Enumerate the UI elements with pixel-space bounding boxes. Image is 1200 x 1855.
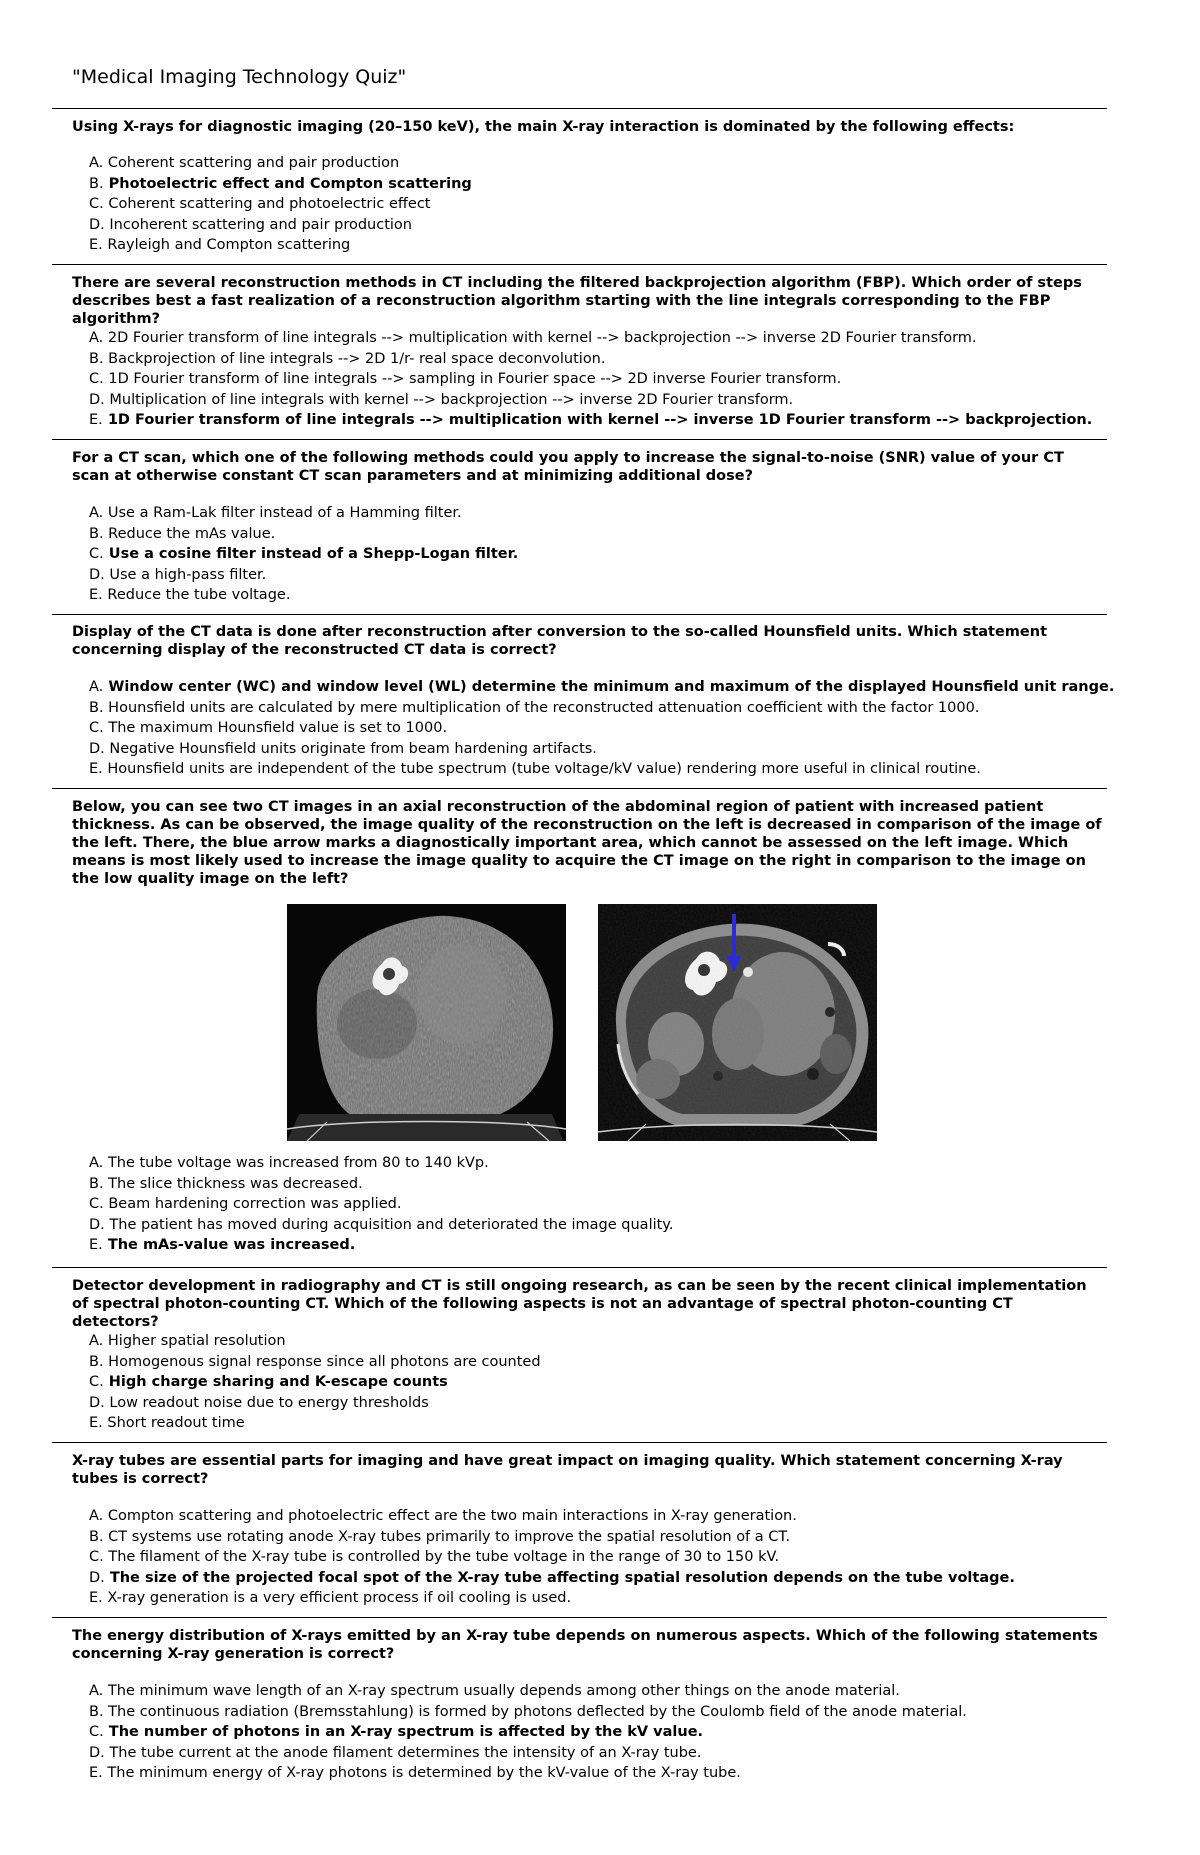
options-list: [89, 503, 1104, 606]
option-letter: D.: [89, 566, 105, 583]
option-b: [89, 349, 1104, 370]
option-letter: A.: [89, 1333, 104, 1349]
option-text: Beam hardening correction was applied.: [108, 1196, 402, 1212]
option-text: Reduce the tube voltage.: [107, 587, 291, 603]
options-list: [89, 328, 1104, 431]
option-text: The minimum energy of X-ray photons is determined by the kV-value of the X-ray tube.: [107, 1765, 741, 1781]
option-letter: C.: [89, 1724, 104, 1740]
option-letter: A.: [89, 330, 104, 346]
option-text: The continuous radiation (Bremsstahlung) is formed by photons deflected by the Coulomb field of the anode material.: [108, 1703, 967, 1720]
option-text: Window center (WC) and window level (WL) determine the minimum and maximum of the displayed Hounsfield unit range.: [108, 679, 1115, 695]
separator: [52, 1267, 1107, 1268]
option-d: [89, 739, 1104, 760]
option-text: Short readout time: [107, 1415, 245, 1431]
option-c: [89, 1194, 1104, 1215]
option-a: [89, 503, 1104, 524]
option-letter: E.: [89, 237, 103, 253]
option-text: CT systems use rotating anode X-ray tubes primarily to improve the spatial resolution of a CT.: [108, 1528, 791, 1545]
option-text: The number of photons in an X-ray spectrum is affected by the kV value.: [108, 1724, 704, 1740]
option-letter: D.: [89, 1216, 105, 1233]
option-letter: E.: [89, 1237, 103, 1253]
option-text: Use a Ram-Lak filter instead of a Hamming filter.: [107, 505, 462, 521]
option-letter: B.: [89, 1703, 104, 1720]
ct-image-comparison: [287, 904, 877, 1141]
option-letter: A.: [89, 155, 104, 171]
option-b: [89, 1352, 1104, 1373]
options-list: [89, 677, 1115, 780]
option-text: Incoherent scattering and pair production: [109, 216, 412, 233]
option-b: [89, 1702, 1104, 1723]
option-a: [89, 153, 1104, 174]
option-text: X-ray generation is a very efficient process if oil cooling is used.: [107, 1590, 572, 1606]
option-a: [89, 1681, 1104, 1702]
option-letter: A.: [89, 1683, 104, 1699]
question-text: There are several reconstruction methods in CT including the filtered backprojection algorithm (FBP). Which order of steps describes best a fast realization of a reconstruction algorithm starting with the line integrals corresponding to the FBP algorithm?: [72, 275, 1082, 327]
separator: [52, 439, 1107, 440]
ct-image-high-quality: [598, 904, 877, 1141]
option-text: Coherent scattering and photoelectric effect: [108, 196, 431, 212]
option-b: [89, 698, 1104, 719]
question-text: X-ray tubes are essential parts for imaging and have great impact on imaging quality. Which statement concerning X-ray tubes is correct?: [72, 1453, 1063, 1487]
option-text: High charge sharing and K-escape counts: [108, 1374, 448, 1390]
option-text: The size of the projected focal spot of the X-ray tube affecting spatial resolution depends on the tube voltage.: [109, 1569, 1015, 1586]
option-a: [89, 328, 1104, 349]
option-e: [89, 759, 1104, 780]
option-text: Homogenous signal response since all photons are counted: [108, 1353, 541, 1370]
option-text: Higher spatial resolution: [107, 1333, 286, 1349]
option-text: 1D Fourier transform of line integrals --> sampling in Fourier space --> 2D inverse Fourier transform.: [108, 371, 842, 387]
option-letter: B.: [89, 1353, 104, 1370]
option-text: Coherent scattering and pair production: [107, 155, 400, 171]
option-letter: C.: [89, 371, 104, 387]
option-text: The slice thickness was decreased.: [108, 1175, 363, 1192]
option-text: Photoelectric effect and Compton scattering: [108, 175, 472, 192]
option-letter: A.: [89, 1508, 104, 1524]
option-text: The minimum wave length of an X-ray spectrum usually depends among other things on the anode material.: [107, 1683, 900, 1699]
separator: [52, 614, 1107, 615]
option-text: The maximum Hounsfield value is set to 1000.: [108, 720, 448, 736]
option-text: Rayleigh and Compton scattering: [107, 237, 351, 253]
option-d: [89, 215, 1104, 236]
option-e: [89, 1763, 1104, 1784]
question-text: The energy distribution of X-rays emitted by an X-ray tube depends on numerous aspects. Which of the following statements concerning X-ray generation is correct?: [72, 1628, 1098, 1662]
document-title: "Medical Imaging Technology Quiz": [72, 66, 407, 88]
option-letter: D.: [89, 1394, 105, 1411]
option-c-correct: [89, 1372, 1104, 1393]
separator: [52, 264, 1107, 265]
option-e: [89, 585, 1104, 606]
option-b: [89, 524, 1104, 545]
option-a-correct: [89, 677, 1115, 698]
option-letter: E.: [89, 412, 103, 428]
options-list: [89, 153, 1104, 256]
option-d: [89, 1743, 1104, 1764]
options-list: [89, 1681, 1104, 1784]
separator: [52, 788, 1107, 789]
option-text: 2D Fourier transform of line integrals --> multiplication with kernel --> backprojection --> inverse 2D Fourier transform.: [107, 330, 977, 346]
option-a: [89, 1153, 1104, 1174]
option-b: [89, 1527, 1104, 1548]
option-letter: E.: [89, 1590, 103, 1606]
option-letter: B.: [89, 699, 104, 716]
option-text: The tube current at the anode filament determines the intensity of an X-ray tube.: [109, 1744, 702, 1761]
ct-image-low-quality: [287, 904, 566, 1141]
option-letter: D.: [89, 740, 105, 757]
option-e: [89, 235, 1104, 256]
separator: [52, 108, 1107, 109]
question-text: Display of the CT data is done after reconstruction after conversion to the so-called Hounsfield units. Which statement concerning display of the reconstructed CT data is correct?: [72, 624, 1047, 658]
option-letter: C.: [89, 546, 104, 562]
option-text: The filament of the X-ray tube is controlled by the tube voltage in the range of 30 to 150 kV.: [108, 1549, 780, 1565]
option-d: [89, 1215, 1104, 1236]
question-text: Using X-rays for diagnostic imaging (20–150 keV), the main X-ray interaction is dominated by the following effects:: [72, 119, 1015, 135]
option-letter: B.: [89, 1175, 104, 1192]
option-letter: C.: [89, 1374, 104, 1390]
option-text: Backprojection of line integrals --> 2D 1/r- real space deconvolution.: [108, 350, 606, 367]
option-letter: D.: [89, 216, 105, 233]
option-text: Negative Hounsfield units originate from beam hardening artifacts.: [109, 740, 597, 757]
option-letter: A.: [89, 679, 104, 695]
option-letter: B.: [89, 175, 104, 192]
option-text: Hounsfield units are calculated by mere multiplication of the reconstructed attenuation coefficient with the factor 1000.: [108, 699, 980, 716]
option-letter: D.: [89, 1569, 105, 1586]
option-a: [89, 1331, 1104, 1352]
option-d-correct: [89, 1568, 1104, 1589]
option-e: [89, 1413, 1104, 1434]
option-c: [89, 1547, 1104, 1568]
options-list: [89, 1331, 1104, 1434]
option-letter: B.: [89, 525, 104, 542]
option-e-correct: [89, 410, 1104, 431]
option-text: Compton scattering and photoelectric effect are the two main interactions in X-ray generation.: [107, 1508, 797, 1524]
option-letter: C.: [89, 720, 104, 736]
option-letter: C.: [89, 1549, 104, 1565]
option-text: Low readout noise due to energy thresholds: [109, 1394, 429, 1411]
option-text: The tube voltage was increased from 80 to 140 kVp.: [107, 1155, 489, 1171]
option-letter: E.: [89, 1415, 103, 1431]
option-c-correct: [89, 544, 1104, 565]
option-text: The patient has moved during acquisition and deteriorated the image quality.: [109, 1216, 674, 1233]
option-text: Hounsfield units are independent of the tube spectrum (tube voltage/kV value) rendering more useful in clinical routine.: [107, 761, 981, 777]
option-letter: E.: [89, 761, 103, 777]
option-text: Multiplication of line integrals with kernel --> backprojection --> inverse 2D Fourier transform.: [109, 391, 794, 408]
options-list: [89, 1153, 1104, 1256]
option-a: [89, 1506, 1104, 1527]
option-b: [89, 1174, 1104, 1195]
option-c: [89, 369, 1104, 390]
option-text: 1D Fourier transform of line integrals --> multiplication with kernel --> inverse 1D Fourier transform --> backprojection.: [107, 412, 1093, 428]
option-letter: D.: [89, 391, 105, 408]
option-letter: D.: [89, 1744, 105, 1761]
question-text: Detector development in radiography and CT is still ongoing research, as can be seen by the recent clinical implementation of spectral photon-counting CT. Which of the following aspects is not an advantage of spectral photon-counting CT detectors?: [72, 1278, 1087, 1330]
separator: [52, 1617, 1107, 1618]
option-letter: A.: [89, 1155, 104, 1171]
options-list: [89, 1506, 1104, 1609]
option-d: [89, 390, 1104, 411]
option-letter: B.: [89, 350, 104, 367]
option-e: [89, 1588, 1104, 1609]
option-d: [89, 1393, 1104, 1414]
option-letter: C.: [89, 1196, 104, 1212]
option-letter: C.: [89, 196, 104, 212]
option-text: Reduce the mAs value.: [108, 525, 276, 542]
option-letter: E.: [89, 587, 103, 603]
option-d: [89, 565, 1104, 586]
option-letter: E.: [89, 1765, 103, 1781]
option-e-correct: [89, 1235, 1104, 1256]
option-text: Use a high-pass filter.: [109, 566, 267, 583]
option-b-correct: [89, 174, 1104, 195]
option-text: Use a cosine filter instead of a Shepp-Logan filter.: [108, 546, 519, 562]
option-c: [89, 194, 1104, 215]
option-letter: A.: [89, 505, 104, 521]
option-text: The mAs-value was increased.: [107, 1237, 356, 1253]
separator: [52, 1442, 1107, 1443]
question-text: Below, you can see two CT images in an axial reconstruction of the abdominal region of patient with increased patient thickness. As can be observed, the image quality of the reconstruction on the left is decreased in comparison of the image of the left. There, the blue arrow marks a diagnostically important area, which cannot be assessed on the left image. Which means is most likely used to increase the image quality to acquire the CT image on the right in comparison to the image on the low quality image on the left?: [72, 799, 1102, 887]
option-letter: B.: [89, 1528, 104, 1545]
question-text: For a CT scan, which one of the following methods could you apply to increase the signal-to-noise (SNR) value of your CT scan at otherwise constant CT scan parameters and at minimizing additional dose?: [72, 450, 1064, 484]
option-c-correct: [89, 1722, 1104, 1743]
option-c: [89, 718, 1104, 739]
